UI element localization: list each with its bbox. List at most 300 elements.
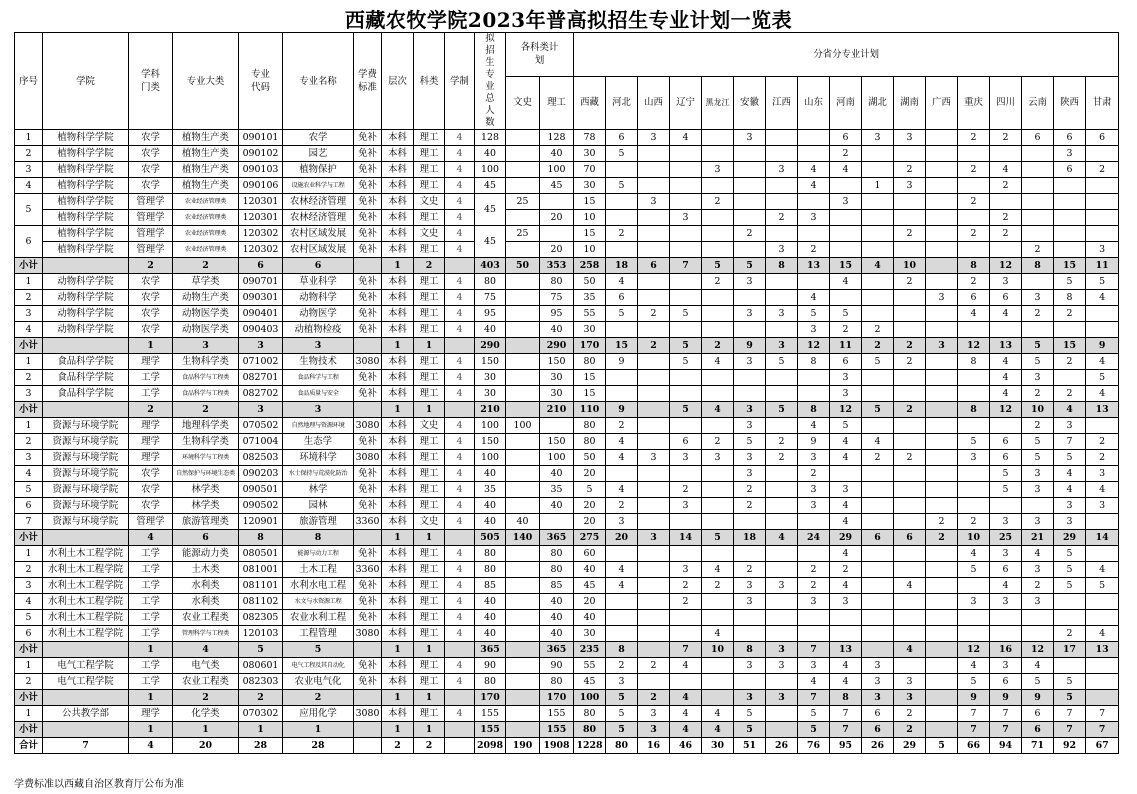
table-row — [15, 178, 1119, 194]
cell-province: 3 — [766, 578, 798, 594]
cell-code: 1 — [239, 722, 283, 738]
cell-province: 3 — [638, 722, 670, 738]
header-province: 江西 — [766, 76, 798, 129]
cell-total: 290 — [475, 338, 506, 354]
cell-province: 14 — [670, 530, 702, 546]
cell-category: 地理科学类 — [173, 418, 239, 434]
cell-wenshi — [506, 658, 540, 674]
cell-code: 090301 — [239, 290, 283, 306]
cell-province — [702, 546, 734, 562]
cell-province: 16 — [638, 738, 670, 754]
cell-discipline: 工学 — [129, 370, 173, 386]
cell-province: 6 — [990, 674, 1022, 690]
cell-ligong: 80 — [540, 274, 574, 290]
cell-province: 4 — [830, 450, 862, 466]
cell-province — [638, 290, 670, 306]
cell-province — [766, 562, 798, 578]
cell-province — [766, 194, 798, 210]
cell-province — [926, 594, 958, 610]
cell-province: 40 — [574, 562, 606, 578]
cell-college — [43, 642, 129, 658]
cell-province: 3 — [862, 690, 894, 706]
cell-type: 文史 — [414, 194, 445, 210]
cell-province: 7 — [830, 706, 862, 722]
cell-province — [734, 162, 766, 178]
cell-province: 5 — [958, 434, 990, 450]
cell-category: 农业经济管理类 — [173, 242, 239, 258]
cell-discipline: 工学 — [129, 578, 173, 594]
cell-province: 11 — [1086, 258, 1119, 274]
cell-province — [734, 242, 766, 258]
table-row — [15, 546, 1119, 562]
cell-seq: 2 — [15, 562, 43, 578]
cell-category: 植物生产类 — [173, 130, 239, 146]
cell-province — [862, 482, 894, 498]
cell-province: 4 — [894, 578, 926, 594]
cell-code: 081101 — [239, 578, 283, 594]
cell-college: 水利土木工程学院 — [43, 578, 129, 594]
cell-province: 30 — [702, 738, 734, 754]
cell-province — [926, 562, 958, 578]
cell-province — [638, 370, 670, 386]
cell-province: 5 — [862, 354, 894, 370]
cell-province: 4 — [958, 658, 990, 674]
cell-province: 4 — [990, 306, 1022, 322]
cell-province: 2 — [734, 498, 766, 514]
cell-province — [734, 674, 766, 690]
cell-major: 林学 — [283, 482, 354, 498]
cell-province: 110 — [574, 402, 606, 418]
cell-province: 92 — [1054, 738, 1086, 754]
cell-province: 4 — [798, 674, 830, 690]
cell-college: 资源与环境学院 — [43, 514, 129, 530]
cell-college: 植物科学学院 — [43, 226, 129, 242]
cell-province — [926, 706, 958, 722]
cell-province: 3 — [830, 370, 862, 386]
cell-province: 30 — [574, 146, 606, 162]
cell-province: 9 — [606, 402, 638, 418]
cell-discipline: 管理学 — [129, 210, 173, 226]
cell-category: 动物医学类 — [173, 306, 239, 322]
cell-province: 5 — [862, 402, 894, 418]
cell-province: 4 — [1054, 402, 1086, 418]
cell-province — [894, 594, 926, 610]
cell-province — [798, 130, 830, 146]
cell-province: 2 — [670, 594, 702, 610]
cell-level: 本科 — [382, 674, 414, 690]
table-row — [15, 418, 1119, 434]
cell-fee: 免补 — [354, 130, 382, 146]
cell-discipline: 工学 — [129, 674, 173, 690]
cell-province: 3 — [830, 594, 862, 610]
cell-province — [894, 626, 926, 642]
cell-province: 4 — [990, 386, 1022, 402]
table-row — [15, 594, 1119, 610]
cell-province — [926, 674, 958, 690]
cell-type: 理工 — [414, 242, 445, 258]
cell-province: 2 — [862, 322, 894, 338]
cell-wenshi — [506, 242, 540, 258]
cell-type: 理工 — [414, 498, 445, 514]
cell-college: 资源与环境学院 — [43, 466, 129, 482]
cell-province: 6 — [606, 290, 638, 306]
cell-province: 7 — [958, 722, 990, 738]
cell-province: 95 — [830, 738, 862, 754]
cell-province — [766, 178, 798, 194]
cell-province: 3 — [798, 322, 830, 338]
cell-total: 40 — [475, 594, 506, 610]
cell-province — [894, 562, 926, 578]
cell-province — [670, 146, 702, 162]
cell-province: 94 — [990, 738, 1022, 754]
cell-type: 理工 — [414, 674, 445, 690]
table-row — [15, 434, 1119, 450]
cell-province — [670, 242, 702, 258]
cell-province: 235 — [574, 642, 606, 658]
cell-ligong: 75 — [540, 290, 574, 306]
cell-province — [1054, 194, 1086, 210]
cell-province: 4 — [1086, 354, 1119, 370]
cell-duration: 4 — [445, 594, 475, 610]
cell-major: 应用化学 — [283, 706, 354, 722]
cell-fee: 免补 — [354, 178, 382, 194]
cell-province: 50 — [574, 450, 606, 466]
cell-discipline: 理学 — [129, 354, 173, 370]
header-fee: 学费标准 — [354, 33, 382, 130]
header-province: 山东 — [798, 76, 830, 129]
cell-province: 2 — [606, 226, 638, 242]
cell-province — [766, 498, 798, 514]
cell-province: 3 — [766, 690, 798, 706]
cell-level: 本科 — [382, 594, 414, 610]
cell-total: 40 — [475, 610, 506, 626]
cell-level: 1 — [382, 690, 414, 706]
cell-discipline: 1 — [129, 690, 173, 706]
cell-province — [894, 498, 926, 514]
cell-fee: 免补 — [354, 658, 382, 674]
cell-province: 4 — [702, 402, 734, 418]
cell-province: 9 — [990, 690, 1022, 706]
cell-province: 2 — [830, 146, 862, 162]
page-title: 西藏农牧学院2023年普高拟招生专业计划一览表 — [344, 8, 793, 32]
cell-province — [638, 498, 670, 514]
cell-province — [958, 610, 990, 626]
cell-discipline: 工学 — [129, 658, 173, 674]
cell-college: 电气工程学院 — [43, 674, 129, 690]
cell-province — [766, 514, 798, 530]
cell-province: 7 — [830, 722, 862, 738]
cell-province — [766, 322, 798, 338]
cell-province — [862, 274, 894, 290]
cell-province: 7 — [990, 722, 1022, 738]
cell-total: 75 — [475, 290, 506, 306]
table-row — [15, 194, 1119, 210]
cell-wenshi — [506, 722, 540, 738]
cell-college — [43, 402, 129, 418]
cell-province — [766, 594, 798, 610]
cell-college: 水利土木工程学院 — [43, 610, 129, 626]
cell-major: 1 — [283, 722, 354, 738]
cell-discipline: 1 — [129, 722, 173, 738]
cell-province: 9 — [1022, 690, 1054, 706]
cell-college: 植物科学学院 — [43, 242, 129, 258]
cell-province: 3 — [1022, 514, 1054, 530]
cell-province — [862, 642, 894, 658]
cell-college: 资源与环境学院 — [43, 450, 129, 466]
cell-category: 管理科学与工程类 — [173, 626, 239, 642]
cell-province: 20 — [574, 594, 606, 610]
cell-province — [702, 498, 734, 514]
cell-province — [894, 482, 926, 498]
cell-category: 生物科学类 — [173, 434, 239, 450]
cell-province: 6 — [1054, 162, 1086, 178]
cell-seq: 5 — [15, 610, 43, 626]
cell-type: 理工 — [414, 578, 445, 594]
cell-province — [606, 626, 638, 642]
cell-province — [734, 386, 766, 402]
cell-province: 4 — [670, 690, 702, 706]
cell-province: 8 — [766, 258, 798, 274]
cell-province — [990, 610, 1022, 626]
cell-province: 6 — [862, 706, 894, 722]
cell-province — [606, 594, 638, 610]
cell-province: 70 — [574, 162, 606, 178]
cell-major: 3 — [283, 338, 354, 354]
header-province: 四川 — [990, 76, 1022, 129]
cell-province — [1054, 242, 1086, 258]
cell-province — [926, 418, 958, 434]
cell-level: 本科 — [382, 562, 414, 578]
cell-province: 2 — [862, 450, 894, 466]
cell-province — [638, 354, 670, 370]
cell-total: 365 — [475, 642, 506, 658]
cell-ligong: 40 — [540, 610, 574, 626]
cell-duration — [445, 738, 475, 754]
cell-province: 45 — [574, 578, 606, 594]
cell-total: 210 — [475, 402, 506, 418]
cell-seq: 4 — [15, 594, 43, 610]
cell-type: 理工 — [414, 594, 445, 610]
cell-province — [926, 610, 958, 626]
cell-province: 6 — [830, 354, 862, 370]
cell-province — [830, 610, 862, 626]
cell-province — [638, 418, 670, 434]
cell-province — [670, 322, 702, 338]
cell-province — [1022, 610, 1054, 626]
cell-province: 5 — [990, 482, 1022, 498]
cell-province: 3 — [1086, 498, 1119, 514]
cell-province: 3 — [798, 594, 830, 610]
cell-seq: 2 — [15, 370, 43, 386]
cell-province: 2 — [798, 562, 830, 578]
cell-fee: 3080 — [354, 418, 382, 434]
cell-province: 3 — [766, 242, 798, 258]
cell-duration: 4 — [445, 242, 475, 258]
cell-province: 2 — [1054, 626, 1086, 642]
table-row — [15, 578, 1119, 594]
cell-province — [638, 610, 670, 626]
cell-province: 3 — [894, 178, 926, 194]
subtotal-row — [15, 258, 1119, 274]
cell-code: 3 — [239, 338, 283, 354]
cell-province — [798, 386, 830, 402]
cell-province — [702, 690, 734, 706]
cell-ligong: 100 — [540, 450, 574, 466]
cell-province: 7 — [670, 258, 702, 274]
cell-province — [670, 162, 702, 178]
cell-province: 12 — [990, 402, 1022, 418]
cell-category: 动物生产类 — [173, 290, 239, 306]
cell-province: 3 — [766, 338, 798, 354]
cell-category: 3 — [173, 338, 239, 354]
cell-province: 80 — [574, 434, 606, 450]
cell-major: 园艺 — [283, 146, 354, 162]
cell-province: 15 — [574, 194, 606, 210]
cell-major: 6 — [283, 258, 354, 274]
cell-seq: 4 — [15, 178, 43, 194]
cell-province: 3 — [958, 594, 990, 610]
cell-province: 5 — [1086, 370, 1119, 386]
cell-ligong: 80 — [540, 674, 574, 690]
subtotal-row — [15, 338, 1119, 354]
cell-province — [1086, 594, 1119, 610]
cell-category: 植物生产类 — [173, 162, 239, 178]
cell-duration: 4 — [445, 146, 475, 162]
table-row — [15, 274, 1119, 290]
cell-province: 3 — [670, 498, 702, 514]
cell-college: 动物科学学院 — [43, 290, 129, 306]
cell-province — [862, 210, 894, 226]
table-row — [15, 290, 1119, 306]
cell-total: 155 — [475, 706, 506, 722]
cell-code: 082305 — [239, 610, 283, 626]
cell-province — [670, 674, 702, 690]
cell-province: 66 — [958, 738, 990, 754]
cell-province: 6 — [606, 130, 638, 146]
cell-total: 30 — [475, 386, 506, 402]
header-province: 黑龙江 — [702, 76, 734, 129]
cell-province: 5 — [606, 722, 638, 738]
cell-ligong: 80 — [540, 562, 574, 578]
cell-province — [606, 610, 638, 626]
cell-province: 4 — [830, 546, 862, 562]
cell-province — [990, 626, 1022, 642]
cell-category: 土木类 — [173, 562, 239, 578]
cell-major: 农村区域发展 — [283, 226, 354, 242]
cell-college: 食品科学学院 — [43, 370, 129, 386]
cell-province: 2 — [990, 226, 1022, 242]
cell-ligong: 30 — [540, 370, 574, 386]
cell-province: 2 — [1022, 242, 1054, 258]
cell-discipline: 理学 — [129, 418, 173, 434]
cell-province — [670, 290, 702, 306]
cell-fee — [354, 722, 382, 738]
cell-ligong: 30 — [540, 386, 574, 402]
cell-province: 26 — [862, 738, 894, 754]
cell-duration: 4 — [445, 434, 475, 450]
cell-level: 1 — [382, 402, 414, 418]
cell-province: 2 — [766, 210, 798, 226]
cell-code: 090403 — [239, 322, 283, 338]
cell-level: 本科 — [382, 242, 414, 258]
cell-major: 农业水利工程 — [283, 610, 354, 626]
cell-province — [702, 658, 734, 674]
cell-province — [1022, 162, 1054, 178]
cell-province: 2 — [894, 226, 926, 242]
cell-discipline: 农学 — [129, 274, 173, 290]
cell-discipline: 农学 — [129, 162, 173, 178]
cell-province — [734, 210, 766, 226]
cell-province — [766, 146, 798, 162]
cell-total: 35 — [475, 482, 506, 498]
cell-category: 环境科学与工程类 — [173, 450, 239, 466]
cell-province — [638, 642, 670, 658]
cell-province: 8 — [1022, 258, 1054, 274]
cell-province: 4 — [990, 578, 1022, 594]
cell-province: 8 — [798, 354, 830, 370]
cell-college: 动物科学学院 — [43, 306, 129, 322]
cell-province — [638, 178, 670, 194]
cell-province — [606, 322, 638, 338]
cell-province: 3 — [894, 690, 926, 706]
cell-province: 4 — [606, 434, 638, 450]
cell-code: 120302 — [239, 226, 283, 242]
cell-province: 9 — [1086, 338, 1119, 354]
cell-type: 理工 — [414, 450, 445, 466]
cell-province: 80 — [574, 722, 606, 738]
cell-duration: 4 — [445, 290, 475, 306]
cell-province: 15 — [574, 226, 606, 242]
cell-type: 理工 — [414, 482, 445, 498]
cell-discipline: 2 — [129, 402, 173, 418]
cell-ligong: 150 — [540, 354, 574, 370]
cell-province — [766, 370, 798, 386]
cell-college: 食品科学学院 — [43, 354, 129, 370]
cell-province — [734, 546, 766, 562]
cell-duration: 4 — [445, 674, 475, 690]
cell-province: 13 — [1086, 642, 1119, 658]
cell-type: 理工 — [414, 466, 445, 482]
cell-province — [1054, 370, 1086, 386]
cell-code: 090502 — [239, 498, 283, 514]
cell-province: 3 — [798, 210, 830, 226]
cell-province — [702, 146, 734, 162]
cell-province — [862, 386, 894, 402]
cell-total: 80 — [475, 546, 506, 562]
header-province: 山西 — [638, 76, 670, 129]
cell-province — [1086, 610, 1119, 626]
cell-province — [702, 226, 734, 242]
cell-province: 3 — [1054, 146, 1086, 162]
cell-total: 40 — [475, 514, 506, 530]
cell-province: 15 — [606, 338, 638, 354]
cell-total: 2098 — [475, 738, 506, 754]
cell-code: 071004 — [239, 434, 283, 450]
cell-province — [958, 322, 990, 338]
cell-province: 3 — [702, 162, 734, 178]
cell-duration: 4 — [445, 386, 475, 402]
cell-province — [926, 466, 958, 482]
cell-province: 2 — [1086, 434, 1119, 450]
cell-duration — [445, 642, 475, 658]
cell-college: 食品科学学院 — [43, 386, 129, 402]
cell-duration — [445, 690, 475, 706]
cell-province: 5 — [734, 434, 766, 450]
cell-province: 2 — [1054, 386, 1086, 402]
cell-province — [670, 418, 702, 434]
cell-major: 动物科学 — [283, 290, 354, 306]
cell-province — [1086, 674, 1119, 690]
